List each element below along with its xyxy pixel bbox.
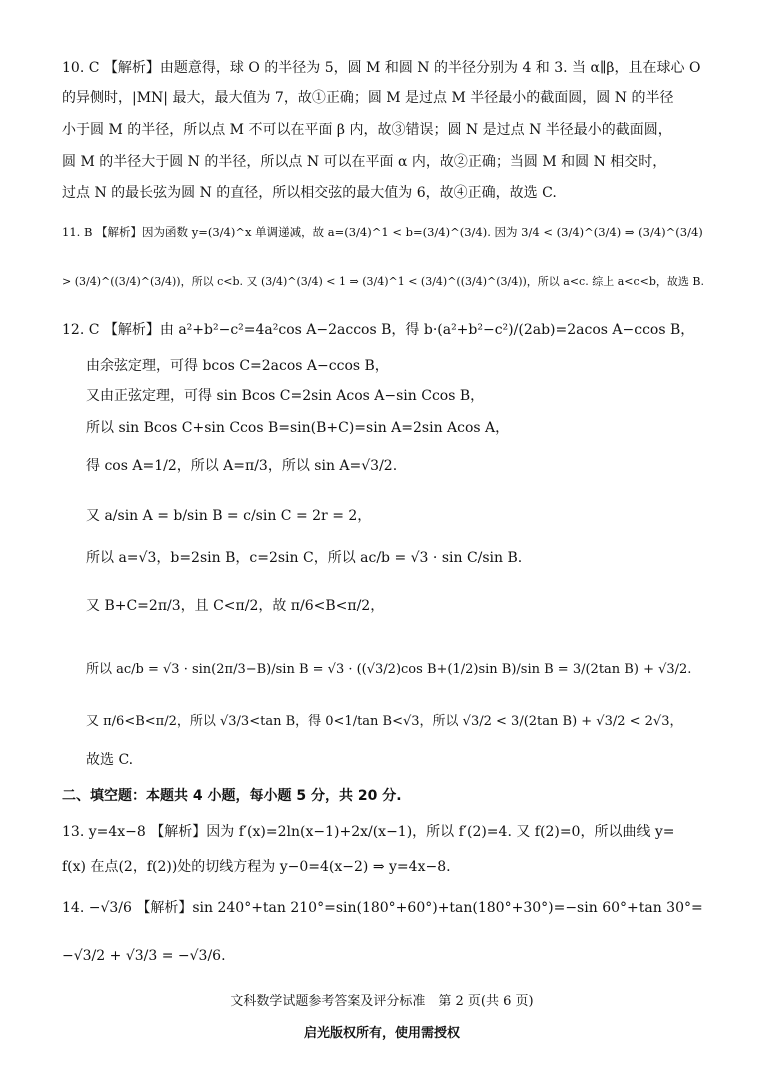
section-heading-fill-in: 二、填空题：本题共 4 小题，每小题 5 分，共 20 分. [62,788,402,804]
q13-line-2: f(x) 在点(2，f(2))处的切线方程为 y−0=4(x−2) ⇒ y=4x−8. [62,859,451,875]
q12-line-5: 得 cos A=1/2，所以 A=π/3，所以 sin A=√3/2. [86,458,398,474]
q12-line-2: 由余弦定理，可得 bcos C=2acos A−ccos B， [86,358,389,374]
q12-line-9: 所以 ac/b = √3 · sin(2π/3−B)/sin B = √3 · ((√3/2)cos B+(1/2)sin B)/sin B = 3/(2tan B) + √3/2. [86,662,692,677]
q11-line-2: > (3/4)^((3/4)^(3/4))，所以 c<b. 又 (3/4)^(3/4) < 1 ⇒ (3/4)^1 < (3/4)^((3/4)^(3/4))，所以 a<c. 综上 a<c<b，故选 B. [62,275,704,288]
footer-page-info: 文科数学试题参考答案及评分标准 第 2 页(共 6 页) [230,994,534,1009]
q12-line-1: 12. C 【解析】由 a²+b²−c²=4a²cos A−2accos B，得 b·(a²+b²−c²)/(2ab)=2acos A−ccos B， [62,322,695,338]
q10-line-4: 圆 M 的半径大于圆 N 的半径，所以点 N 可以在平面 α 内，故②正确；当圆 M 和圆 N 相交时， [62,154,667,170]
q10-line-3: 小于圆 M 的半径，所以点 M 不可以在平面 β 内，故③错误；圆 N 是过点 N 半径最小的截面圆， [62,122,672,138]
q14-line-2: −√3/2 + √3/3 = −√3/6. [62,948,226,964]
q12-line-7: 所以 a=√3，b=2sin B，c=2sin C，所以 ac/b = √3 · sin C/sin B. [86,550,523,566]
footer-copyright: 启光版权所有，使用需授权 [303,1026,460,1041]
q10-line-5: 过点 N 的最长弦为圆 N 的直径，所以相交弦的最大值为 6，故④正确，故选 C. [62,185,557,201]
q11-line-1: 11. B 【解析】因为函数 y=(3/4)^x 单调递减，故 a=(3/4)^1 < b=(3/4)^(3/4). 因为 3/4 < (3/4)^(3/4) ⇒ (3/4)^(3/4) [62,225,703,239]
q12-line-4: 所以 sin Bcos C+sin Ccos B=sin(B+C)=sin A=2sin Acos A， [86,420,510,436]
q12-line-8: 又 B+C=2π/3，且 C<π/2，故 π/6<B<π/2， [86,598,385,614]
q10-line-1: 10. C 【解析】由题意得，球 O 的半径为 5，圆 M 和圆 N 的半径分别为 4 和 3. 当 α∥β，且在球心 O [62,60,701,76]
q12-line-10: 又 π/6<B<π/2，所以 √3/3<tan B，得 0<1/tan B<√3，所以 √3/2 < 3/(2tan B) + √3/2 < 2√3， [86,714,683,729]
q14-line-1: 14. −√3/6 【解析】sin 240°+tan 210°=sin(180°+60°)+tan(180°+30°)=−sin 60°+tan 30°= [62,900,703,916]
q12-line-3: 又由正弦定理，可得 sin Bcos C=2sin Acos A−sin Ccos B， [86,388,485,404]
q10-line-2: 的异侧时，|MN| 最大，最大值为 7，故①正确；圆 M 是过点 M 半径最小的截面圆，圆 N 的半径 [62,90,674,106]
q12-line-11: 故选 C. [86,752,134,768]
q12-line-6: 又 a/sin A = b/sin B = c/sin C = 2r = 2， [86,508,372,524]
q13-line-1: 13. y=4x−8 【解析】因为 f′(x)=2ln(x−1)+2x/(x−1)，所以 f′(2)=4. 又 f(2)=0，所以曲线 y= [62,824,675,840]
